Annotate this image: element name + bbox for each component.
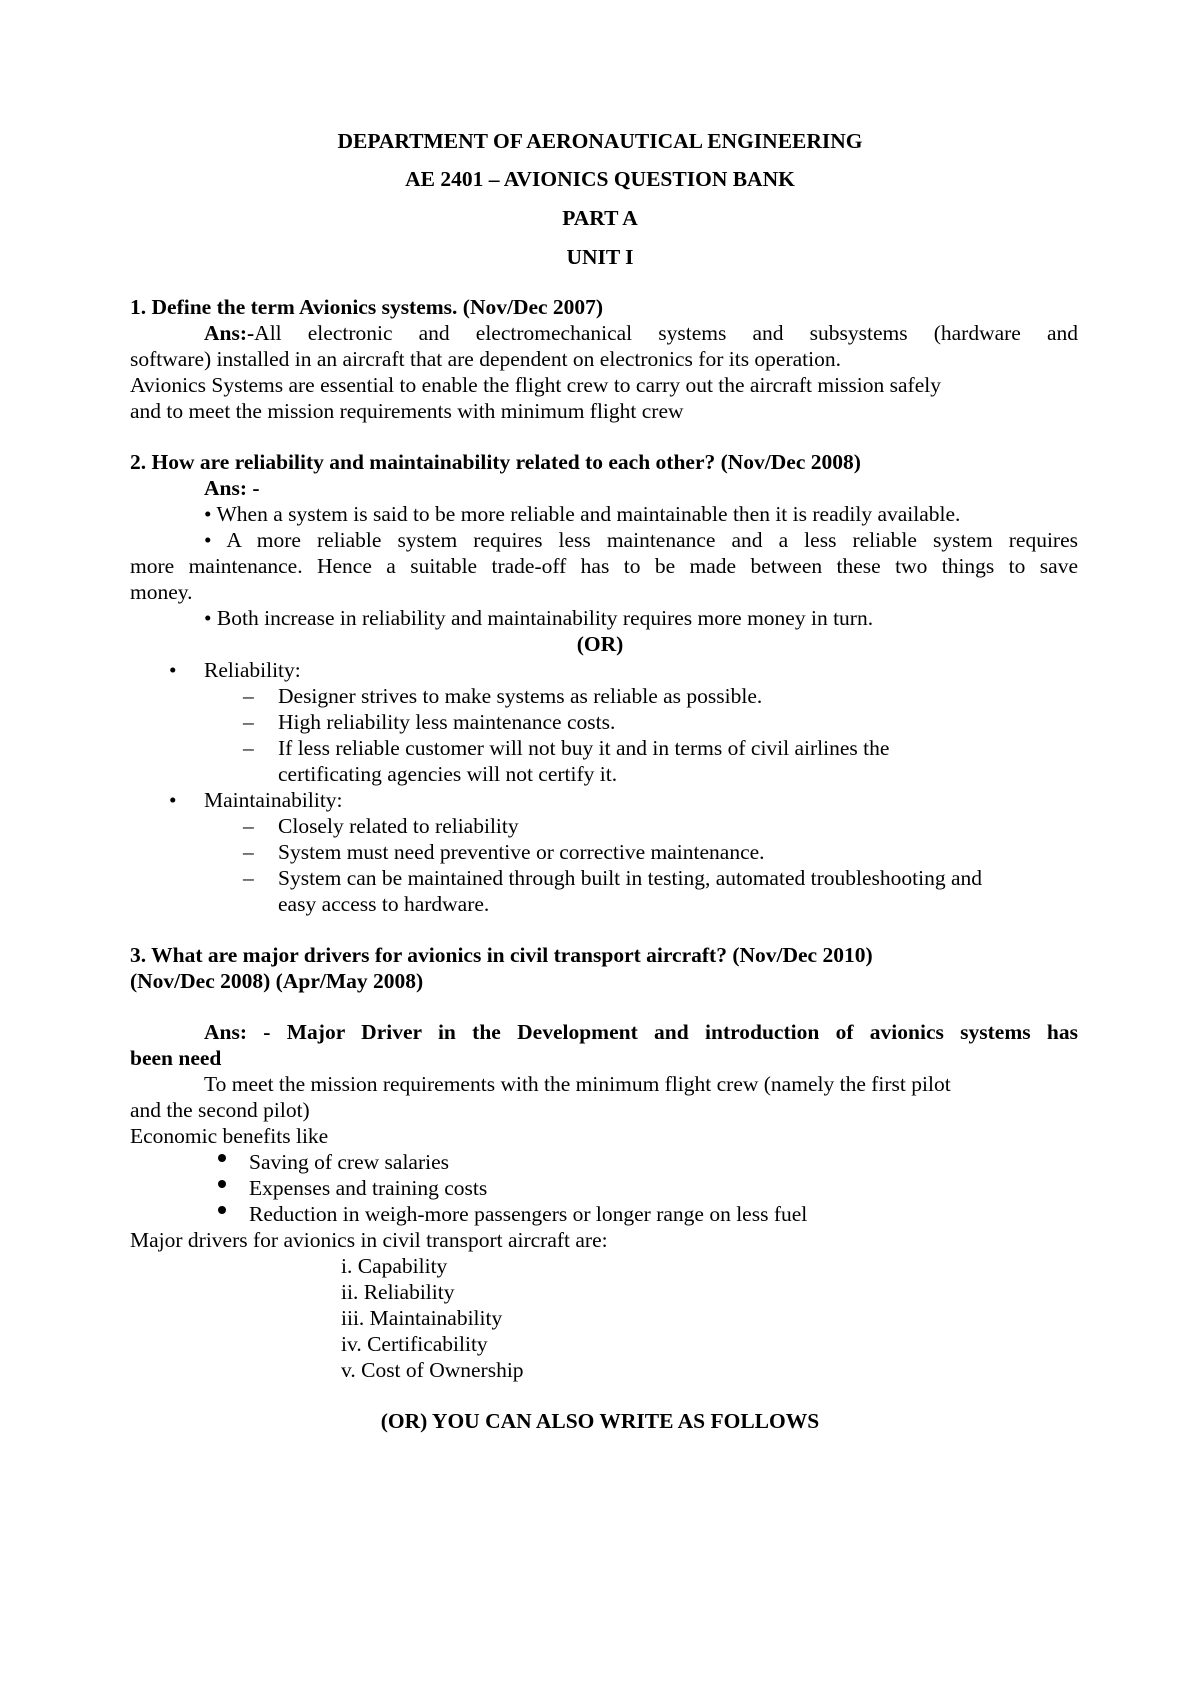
q3-text-line-1: To meet the mission requirements with the minimum flight crew (namely the first pilot — [204, 1072, 951, 1096]
driver-item-2: ii. Reliability — [341, 1280, 455, 1304]
unit-heading: UNIT I — [566, 245, 634, 269]
q3-answer-line-2: been need — [130, 1046, 222, 1070]
bullet-icon — [218, 1180, 226, 1188]
part-heading: PART A — [562, 206, 638, 230]
dash-icon: – — [243, 736, 254, 760]
reliability-item-3-cont: certificating agencies will not certify it. — [278, 762, 618, 786]
question-1: 1. Define the term Avionics systems. (Nov/Dec 2007) — [130, 295, 604, 319]
q1-answer-line-1 — [204, 320, 1078, 346]
bullet-icon: • — [169, 788, 177, 812]
bullet-icon — [218, 1206, 226, 1214]
reliability-item-3: If less reliable customer will not buy it and in terms of civil airlines the — [278, 736, 890, 760]
dash-icon: – — [243, 866, 254, 890]
reliability-label: Reliability: — [204, 658, 301, 682]
maintainability-item-3-cont: easy access to hardware. — [278, 892, 490, 916]
benefit-item-3: Reduction in weigh-more passengers or longer range on less fuel — [249, 1202, 808, 1226]
q1-answer-line-4: and to meet the mission requirements with minimum flight crew — [130, 399, 684, 423]
dash-icon: – — [243, 840, 254, 864]
q1-answer-line-3: Avionics Systems are essential to enable the flight crew to carry out the aircraft mission safely — [130, 373, 941, 397]
question-3-line-2: (Nov/Dec 2008) (Apr/May 2008) — [130, 969, 424, 993]
answer-label: Ans:- — [204, 321, 255, 345]
question-2: 2. How are reliability and maintainability related to each other? (Nov/Dec 2008) — [130, 450, 861, 474]
economic-benefits-intro: Economic benefits like — [130, 1124, 329, 1148]
maintainability-item-2: System must need preventive or corrective maintenance. — [278, 840, 765, 864]
drivers-intro: Major drivers for avionics in civil transport aircraft are: — [130, 1228, 608, 1252]
maintainability-item-1: Closely related to reliability — [278, 814, 519, 838]
driver-item-5: v. Cost of Ownership — [341, 1358, 524, 1382]
q1-answer-text: All electronic and electromechanical systems and subsystems (hardware and — [254, 321, 1078, 345]
course-heading: AE 2401 – AVIONICS QUESTION BANK — [405, 167, 795, 191]
q2-point-1: • When a system is said to be more reliable and maintainable then it is readily available. — [204, 502, 961, 526]
department-heading: DEPARTMENT OF AERONAUTICAL ENGINEERING — [337, 129, 863, 153]
reliability-item-2: High reliability less maintenance costs. — [278, 710, 616, 734]
alternate-answer-heading: (OR) YOU CAN ALSO WRITE AS FOLLOWS — [380, 1409, 820, 1433]
q2-point-2-line-1: • A more reliable system requires less maintenance and a less reliable system requires — [204, 528, 1078, 552]
dash-icon: – — [243, 814, 254, 838]
driver-item-1: i. Capability — [341, 1254, 448, 1278]
bullet-icon: • — [169, 658, 177, 682]
maintainability-label: Maintainability: — [204, 788, 343, 812]
maintainability-item-3: System can be maintained through built in testing, automated troubleshooting and — [278, 866, 982, 890]
driver-item-3: iii. Maintainability — [341, 1306, 503, 1330]
question-3-line-1: 3. What are major drivers for avionics in civil transport aircraft? (Nov/Dec 2010) — [130, 943, 873, 967]
or-divider: (OR) — [576, 632, 624, 656]
dash-icon: – — [243, 710, 254, 734]
q2-point-2-line-2: more maintenance. Hence a suitable trade-off has to be made between these two things to save — [130, 554, 1078, 578]
benefit-item-1: Saving of crew salaries — [249, 1150, 449, 1174]
benefit-item-2: Expenses and training costs — [249, 1176, 488, 1200]
dash-icon: – — [243, 684, 254, 708]
reliability-item-1: Designer strives to make systems as reliable as possible. — [278, 684, 763, 708]
q3-answer-line-1: Ans: - Major Driver in the Development and introduction of avionics systems has — [204, 1020, 1078, 1044]
q2-point-3: • Both increase in reliability and maintainability requires more money in turn. — [204, 606, 874, 630]
q2-point-2-line-3: money. — [130, 580, 193, 604]
q2-answer-label: Ans: - — [204, 476, 260, 500]
bullet-icon — [218, 1154, 226, 1162]
driver-item-4: iv. Certificability — [341, 1332, 488, 1356]
q3-text-line-2: and the second pilot) — [130, 1098, 310, 1122]
q1-answer-line-2: software) installed in an aircraft that are dependent on electronics for its operation. — [130, 347, 842, 371]
